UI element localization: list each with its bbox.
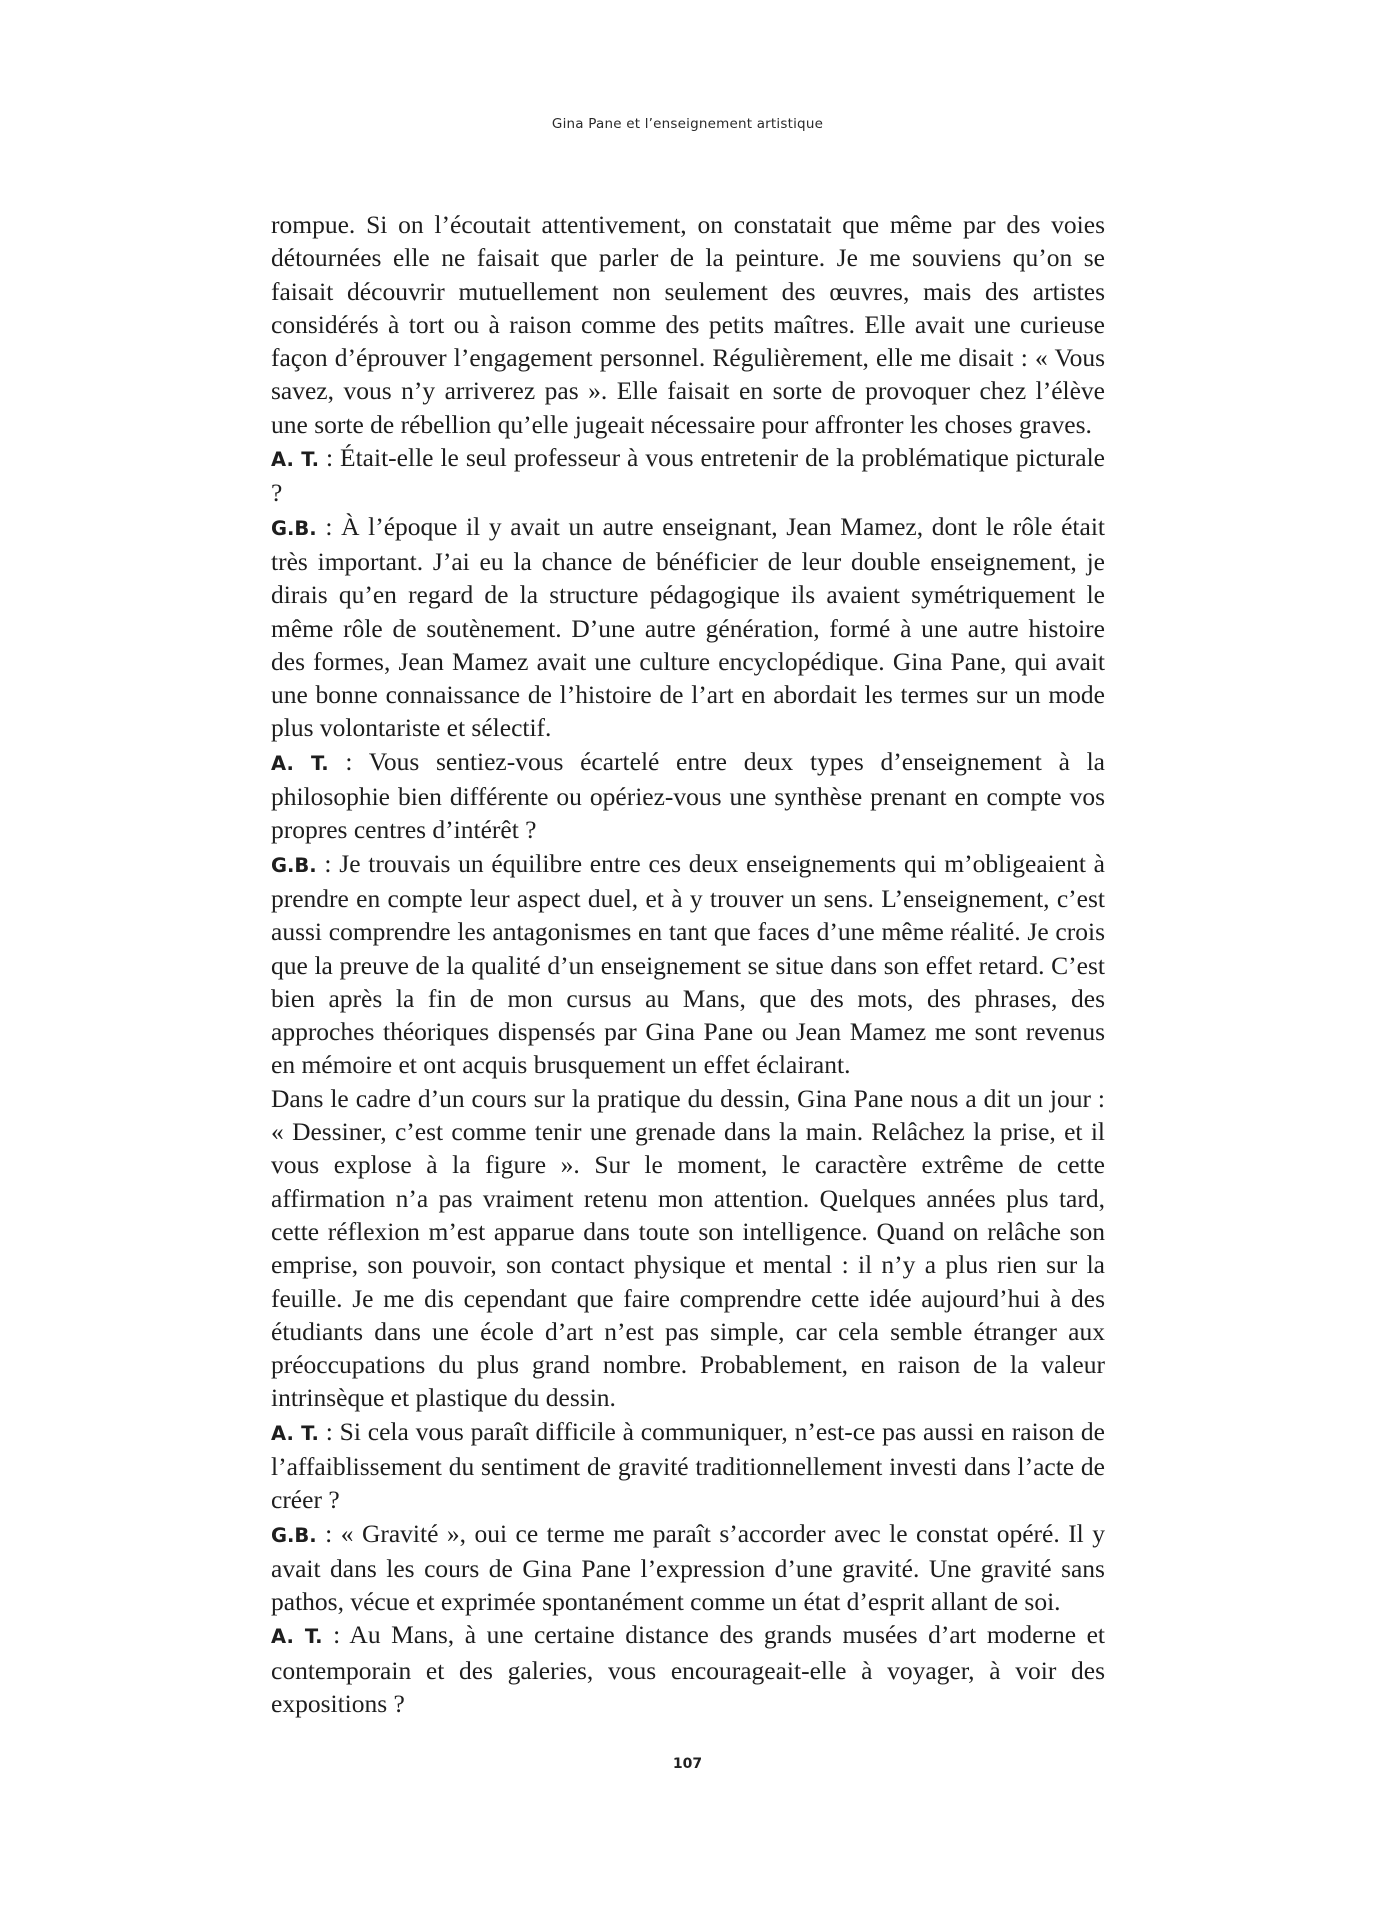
- body-text: [271, 208, 1105, 1720]
- speaker-label: A. T.: [271, 1421, 319, 1445]
- speaker-label: G.B.: [271, 516, 317, 540]
- paragraph-text: : Si cela vous paraît difficile à communiquer, n’est-ce pas aussi en raison de l’affaiblissement du sentiment de gravité traditionnellement investi dans l’acte de créer ?: [271, 1416, 1105, 1515]
- paragraph-7: [271, 1415, 1105, 1517]
- speaker-label: G.B.: [271, 853, 317, 877]
- paragraph-9: [271, 1618, 1105, 1720]
- paragraph-text: : « Gravité », oui ce terme me paraît s’accorder avec le constat opéré. Il y avait dans les cours de Gina Pane l’expression d’une gravité. Une gravité sans pathos, vécue et exprimée spontanément comme un état d’esprit allant de soi.: [271, 1518, 1105, 1617]
- speaker-label: A. T.: [271, 751, 329, 775]
- paragraph-5: [271, 847, 1105, 1082]
- paragraph-text: : Était-elle le seul professeur à vous entretenir de la problématique picturale ?: [271, 443, 1105, 508]
- paragraph-3: [271, 510, 1105, 745]
- speaker-label: A. T.: [271, 448, 319, 472]
- paragraph-4: [271, 745, 1105, 847]
- paragraph-text: : Au Mans, à une certaine distance des grands musées d’art moderne et contemporain et des galeries, vous encourageait-elle à voyager, à voir des expositions ?: [271, 1620, 1105, 1719]
- paragraph-text: : Je trouvais un équilibre entre ces deux enseignements qui m’obligeaient à prendre en compte leur aspect duel, et à y trouver un sens. L’enseignement, c’est aussi comprendre les antagonismes en tant que faces d’une même réalité. Je crois que la preuve de la qualité d’un enseignement se situe dans son effet retard. C’est bien après la fin de mon cursus au Mans, que des mots, des phrases, des approches théoriques dispensés par Gina Pane ou Jean Mamez me sont revenus en mémoire et ont acquis brusquement un effet éclairant.: [271, 848, 1105, 1080]
- paragraph-text: rompue. Si on l’écoutait attentivement, on constatait que même par des voies détournées elle ne faisait que parler de la peinture. Je me souviens qu’on se faisait découvrir mutuellement non seulement des œuvres, mais des artistes considérés à tort ou à raison comme des petits maîtres. Elle avait une curieuse façon d’éprouver l’engagement personnel. Régulièrement, elle me disait : « Vous savez, vous n’y arriverez pas ». Elle faisait en sorte de provoquer chez l’élève une sorte de rébellion qu’elle jugeait nécessaire pour affronter les choses graves.: [271, 210, 1105, 439]
- paragraph-2: [271, 441, 1105, 510]
- page-number: 107: [672, 1756, 703, 1772]
- speaker-label: G.B.: [271, 1523, 317, 1547]
- speaker-label: A. T.: [271, 1625, 323, 1649]
- paragraph-8: [271, 1517, 1105, 1619]
- running-head: Gina Pane et l’enseignement artistique: [551, 116, 824, 132]
- paragraph-1: [271, 208, 1105, 441]
- paragraph-6: [271, 1082, 1105, 1415]
- paragraph-text: : À l’époque il y avait un autre enseignant, Jean Mamez, dont le rôle était très important. J’ai eu la chance de bénéficier de leur double enseignement, je dirais qu’en regard de la structure pédagogique ils avaient symétriquement le même rôle de soutènement. D’une autre génération, formé à une autre histoire des formes, Jean Mamez avait une culture encyclopédique. Gina Pane, qui avait une bonne connaissance de l’histoire de l’art en abordait les termes sur un mode plus volontariste et sélectif.: [271, 511, 1105, 743]
- paragraph-text: : Vous sentiez-vous écartelé entre deux types d’enseignement à la philosophie bien différente ou opériez-vous une synthèse prenant en compte vos propres centres d’intérêt ?: [271, 746, 1105, 845]
- paragraph-text: Dans le cadre d’un cours sur la pratique du dessin, Gina Pane nous a dit un jour : « Dessiner, c’est comme tenir une grenade dans la main. Relâchez la prise, et il vous explose à la figure ». Sur le moment, le caractère extrême de cette affirmation n’a pas vraiment retenu mon attention. Quelques années plus tard, cette réflexion m’est apparue dans toute son intelligence. Quand on relâche son emprise, son pouvoir, son contact physique et mental : il n’y a plus rien sur la feuille. Je me dis cependant que faire comprendre cette idée aujourd’hui à des étudiants dans une école d’art n’est pas simple, car cela semble étranger aux préoccupations du plus grand nombre. Probablement, en raison de la valeur intrinsèque et plastique du dessin.: [271, 1083, 1105, 1413]
